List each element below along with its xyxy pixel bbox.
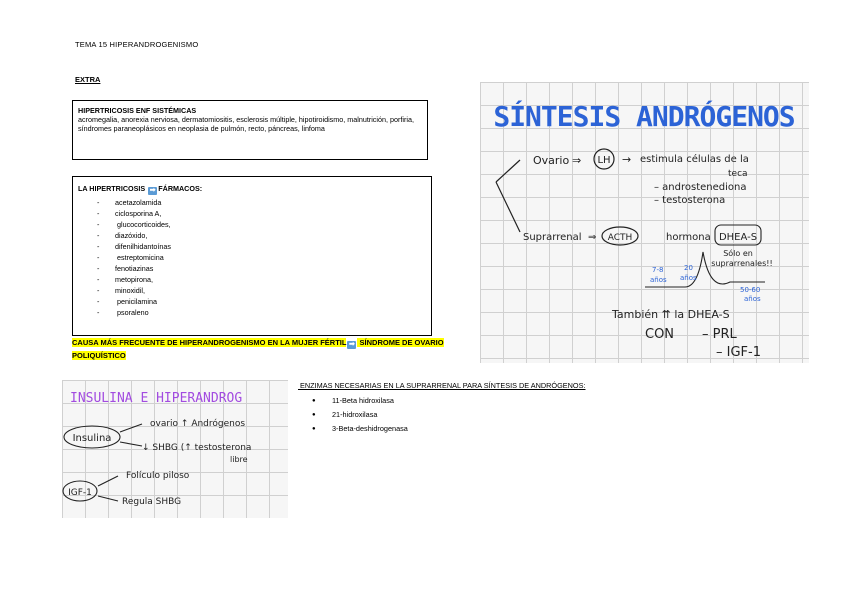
dhea-label: DHEA-S [718,232,758,243]
implies-icon: ⇒ [588,232,597,243]
list-item: - acetazolamida [97,198,162,207]
box2-heading-post: FÁRMACOS: [158,184,203,193]
list-item: - glucocorticoides, [97,220,171,229]
arrow-line [98,476,118,486]
dash-androstenediona: – androstenediona [654,182,747,193]
insulina-line1: ovario ↑ Andrógenos [150,419,246,429]
age1: 7-8 [652,266,664,274]
note1-title: SÍNTESIS ANDRÓGENOS [493,100,795,133]
age2: 20 [684,264,693,272]
insulina-diagram [62,380,288,518]
highlight-pre: CAUSA MÁS FRECUENTE DE HIPERANDROGENISMO EN LA MUJER FÉRTIL [72,338,347,347]
box2-heading [78,184,426,195]
lh-text2: teca [728,169,748,179]
list-item: - fenotiazinas [97,264,154,273]
solo-line2: suprarrenales!! [711,259,773,268]
page-title: TEMA 15 HIPERANDROGENISMO [75,40,199,49]
note2-title: INSULINA E HIPERANDROG [70,391,243,406]
arrow-line [98,496,118,501]
highlight-post: SÍNDROME DE OVARIO POLIQUÍSTICO [72,338,444,360]
list-item: - difenilhidantoínas [97,242,171,251]
arrow-line [120,424,142,432]
con-label: CON [645,327,675,342]
enzymes-heading: ENZIMAS NECESARIAS EN LA SUPRARRENAL PARA SÍNTESIS DE ANDRÓGENOS: [298,381,586,390]
prl-label: – PRL [702,327,737,342]
right-arrow-icon: ➡ [149,187,156,194]
acth-label: ACTH [607,233,633,243]
list-item: ● 3-Beta-deshidrogenasa [312,422,586,436]
age1-unit: años [650,276,667,284]
note-sintesis-androgenos [480,82,809,363]
list-item: - diazóxido, [97,231,148,240]
section-extra: EXTRA [75,75,101,84]
right-arrow-icon: ➡ [349,341,355,348]
igf-label: IGF-1 [68,488,92,498]
box1-heading: HIPERTRICOSIS ENF SISTÉMICAS [78,106,197,115]
ovario-label: Ovario [533,154,570,167]
hormona-label: hormona [666,232,711,243]
note-insulina-hiperandrog [62,380,288,518]
insulina-line2b: libre [230,455,248,464]
box-hipertricosis-farmacos [72,176,432,336]
box-hipertricosis-sistemicas [72,100,428,160]
sintesis-diagram [480,82,809,363]
list-item: ● 11-Beta hidroxilasa [312,394,586,408]
list-item: - minoxidil, [97,286,145,295]
insulina-line2: ↓ SHBG (↑ testosterona [142,443,252,453]
branch-line-upper [496,160,520,182]
igf-line1: Folículo piloso [126,471,190,481]
lh-label: LH [597,155,611,166]
igf-line2: Regula SHBG [122,497,182,507]
solo-line1: Sólo en [723,249,753,258]
age2-unit: años [680,274,697,282]
age3: 50-60 [740,286,761,294]
age3-unit: años [744,295,761,303]
list-item: - psoraleno [97,308,149,317]
dash-testosterona: – testosterona [654,195,726,206]
highlight-causa-sop [72,336,444,362]
box2-heading-pre: LA HIPERTRICOSIS [78,184,146,193]
arrow-icon: → [622,153,632,166]
implies-icon: ⇒ [572,154,582,167]
igf-label: – IGF-1 [716,345,761,360]
insulina-label: Insulina [72,433,112,444]
box1-body: acromegalia, anorexia nerviosa, dermatomiositis, esclerosis múltiple, hipotiroidismo, malnutrición, porfiria, síndromes paraneoplásicos en neoplasia de pulmón, recto, páncreas, linfoma [78,115,414,133]
list-item: - metopirona, [97,275,153,284]
branch-line-lower [496,182,520,232]
enzyme-list [298,394,586,436]
list-item: - penicilamina [97,297,157,306]
list-item: - estreptomicina [97,253,164,262]
enzymes-section [298,381,586,436]
suprarrenal-label: Suprarrenal [523,232,582,243]
tambien-line: También ⇈ la DHEA-S [612,308,730,321]
lh-text1: estimula células de la [640,154,749,165]
list-item: ● 21-hidroxilasa [312,408,586,422]
arrow-line [120,442,142,446]
list-item: - ciclosporina A, [97,209,162,218]
drug-list [78,197,426,318]
